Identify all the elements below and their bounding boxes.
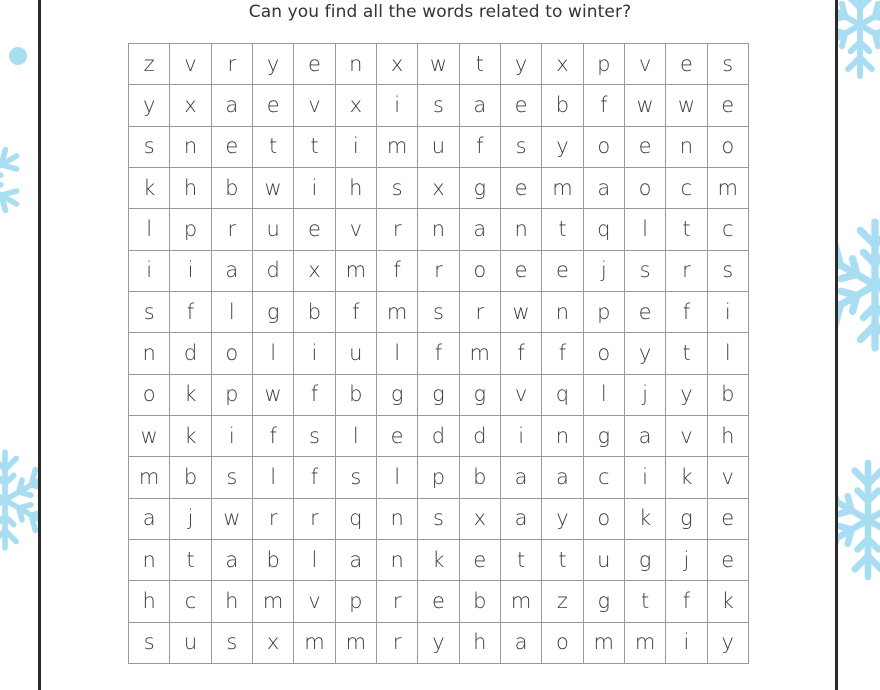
grid-cell[interactable]: e — [294, 209, 335, 250]
grid-cell[interactable]: x — [170, 85, 211, 126]
grid-cell[interactable]: a — [501, 623, 542, 664]
grid-cell[interactable]: o — [542, 623, 583, 664]
grid-cell[interactable]: s — [708, 251, 749, 292]
grid-row — [129, 44, 749, 85]
grid-cell[interactable]: f — [170, 292, 211, 333]
grid-cell[interactable]: n — [170, 127, 211, 168]
grid-cell[interactable]: k — [129, 168, 170, 209]
grid-cell[interactable]: b — [253, 540, 294, 581]
grid-cell[interactable]: f — [294, 375, 335, 416]
grid-cell[interactable]: w — [253, 168, 294, 209]
grid-cell[interactable]: e — [377, 416, 418, 457]
grid-cell[interactable]: w — [418, 44, 459, 85]
grid-cell[interactable]: p — [418, 457, 459, 498]
grid-cell[interactable]: j — [584, 251, 625, 292]
grid-cell[interactable]: a — [542, 457, 583, 498]
grid-cell[interactable]: n — [418, 209, 459, 250]
grid-cell[interactable]: c — [584, 457, 625, 498]
grid-cell[interactable]: g — [625, 540, 666, 581]
grid-cell[interactable]: n — [129, 540, 170, 581]
grid-cell[interactable]: r — [294, 499, 335, 540]
grid-row — [129, 333, 749, 374]
grid-cell[interactable]: c — [666, 168, 707, 209]
grid-cell[interactable]: f — [666, 292, 707, 333]
grid-cell[interactable]: s — [501, 127, 542, 168]
grid-cell[interactable]: b — [460, 581, 501, 622]
grid-cell[interactable]: w — [501, 292, 542, 333]
grid-cell[interactable]: m — [584, 623, 625, 664]
grid-row — [129, 209, 749, 250]
grid-cell[interactable]: v — [625, 44, 666, 85]
grid-cell[interactable]: p — [212, 375, 253, 416]
grid-cell[interactable]: e — [625, 292, 666, 333]
grid-cell[interactable]: c — [708, 209, 749, 250]
grid-cell[interactable]: b — [542, 85, 583, 126]
grid-cell[interactable]: v — [294, 85, 335, 126]
grid-cell[interactable]: s — [212, 457, 253, 498]
grid-cell[interactable]: f — [336, 292, 377, 333]
grid-cell[interactable]: g — [418, 375, 459, 416]
grid-cell[interactable]: t — [460, 44, 501, 85]
grid-cell[interactable]: x — [253, 623, 294, 664]
grid-cell[interactable]: b — [460, 457, 501, 498]
grid-cell[interactable]: s — [294, 416, 335, 457]
grid-cell[interactable]: a — [129, 499, 170, 540]
grid-cell[interactable]: n — [377, 540, 418, 581]
grid-cell[interactable]: s — [129, 127, 170, 168]
grid-row — [129, 85, 749, 126]
grid-cell[interactable]: g — [584, 416, 625, 457]
grid-cell[interactable]: m — [377, 127, 418, 168]
grid-cell[interactable]: a — [460, 209, 501, 250]
grid-cell[interactable]: r — [377, 209, 418, 250]
grid-cell[interactable]: d — [418, 416, 459, 457]
grid-cell[interactable]: x — [336, 85, 377, 126]
grid-cell[interactable]: m — [708, 168, 749, 209]
grid-cell[interactable]: n — [336, 44, 377, 85]
grid-cell[interactable]: a — [212, 251, 253, 292]
grid-cell[interactable]: i — [170, 251, 211, 292]
grid-cell[interactable]: a — [501, 499, 542, 540]
grid-cell[interactable]: d — [253, 251, 294, 292]
grid-cell[interactable]: p — [170, 209, 211, 250]
grid-cell[interactable]: f — [253, 416, 294, 457]
grid-cell[interactable]: o — [212, 333, 253, 374]
grid-row — [129, 127, 749, 168]
grid-cell[interactable]: o — [129, 375, 170, 416]
grid-cell[interactable]: e — [460, 540, 501, 581]
grid-cell[interactable]: w — [253, 375, 294, 416]
grid-cell[interactable]: w — [625, 85, 666, 126]
grid-cell[interactable]: s — [418, 85, 459, 126]
grid-cell[interactable]: a — [212, 85, 253, 126]
grid-cell[interactable]: f — [294, 457, 335, 498]
grid-cell[interactable]: t — [666, 209, 707, 250]
grid-cell[interactable]: r — [418, 251, 459, 292]
grid-cell[interactable]: a — [501, 457, 542, 498]
grid-cell[interactable]: y — [418, 623, 459, 664]
grid-cell[interactable]: o — [708, 127, 749, 168]
grid-cell[interactable]: s — [418, 292, 459, 333]
grid-cell[interactable]: e — [253, 85, 294, 126]
grid-cell[interactable]: s — [336, 457, 377, 498]
grid-cell[interactable]: g — [460, 375, 501, 416]
grid-cell[interactable]: p — [336, 581, 377, 622]
grid-cell[interactable]: n — [666, 127, 707, 168]
grid-cell[interactable]: e — [418, 581, 459, 622]
grid-cell[interactable]: m — [129, 457, 170, 498]
grid-cell[interactable]: h — [708, 416, 749, 457]
grid-row — [129, 292, 749, 333]
grid-cell[interactable]: b — [212, 168, 253, 209]
grid-cell[interactable]: f — [584, 85, 625, 126]
grid-cell[interactable]: g — [460, 168, 501, 209]
grid-cell[interactable]: j — [170, 499, 211, 540]
grid-cell[interactable]: i — [336, 127, 377, 168]
grid-cell[interactable]: k — [170, 375, 211, 416]
grid-cell[interactable]: r — [666, 251, 707, 292]
grid-cell[interactable]: a — [625, 416, 666, 457]
grid-cell[interactable]: z — [542, 581, 583, 622]
grid-cell[interactable]: i — [625, 457, 666, 498]
grid-cell[interactable]: m — [336, 623, 377, 664]
grid-row — [129, 251, 749, 292]
grid-row — [129, 168, 749, 209]
grid-cell[interactable]: x — [418, 168, 459, 209]
grid-cell[interactable]: u — [584, 540, 625, 581]
grid-cell[interactable]: o — [584, 499, 625, 540]
grid-row — [129, 499, 749, 540]
grid-cell[interactable]: f — [666, 581, 707, 622]
grid-cell[interactable]: m — [625, 623, 666, 664]
grid-cell[interactable]: g — [253, 292, 294, 333]
grid-cell[interactable]: l — [584, 375, 625, 416]
grid-cell[interactable]: m — [294, 623, 335, 664]
grid-cell[interactable]: t — [666, 333, 707, 374]
grid-cell[interactable]: g — [666, 499, 707, 540]
grid-cell[interactable]: a — [584, 168, 625, 209]
grid-cell[interactable]: h — [212, 581, 253, 622]
grid-cell[interactable]: w — [212, 499, 253, 540]
grid-cell[interactable]: e — [625, 127, 666, 168]
grid-cell[interactable]: x — [542, 44, 583, 85]
grid-cell[interactable]: u — [170, 623, 211, 664]
grid-cell[interactable]: e — [666, 44, 707, 85]
grid-cell[interactable]: m — [253, 581, 294, 622]
grid-cell[interactable]: r — [377, 623, 418, 664]
grid-cell[interactable]: v — [294, 581, 335, 622]
grid-cell[interactable]: e — [501, 251, 542, 292]
grid-cell[interactable]: h — [129, 581, 170, 622]
grid-cell[interactable]: t — [253, 127, 294, 168]
grid-cell[interactable]: w — [666, 85, 707, 126]
grid-cell[interactable]: t — [542, 540, 583, 581]
grid-cell[interactable]: k — [170, 416, 211, 457]
grid-cell[interactable]: i — [294, 168, 335, 209]
grid-cell[interactable]: s — [708, 44, 749, 85]
grid-cell[interactable]: p — [584, 44, 625, 85]
grid-cell[interactable]: m — [460, 333, 501, 374]
grid-cell[interactable]: h — [460, 623, 501, 664]
grid-row — [129, 540, 749, 581]
grid-cell[interactable]: f — [501, 333, 542, 374]
grid-cell[interactable]: v — [336, 209, 377, 250]
grid-cell[interactable]: r — [212, 209, 253, 250]
grid-cell[interactable]: d — [170, 333, 211, 374]
grid-cell[interactable]: l — [253, 333, 294, 374]
grid-cell[interactable]: w — [129, 416, 170, 457]
grid-cell[interactable]: l — [253, 457, 294, 498]
grid-cell[interactable]: i — [212, 416, 253, 457]
grid-cell[interactable]: b — [336, 375, 377, 416]
grid-cell[interactable]: l — [212, 292, 253, 333]
grid-cell[interactable]: t — [294, 127, 335, 168]
grid-cell[interactable]: i — [501, 416, 542, 457]
grid-cell[interactable]: k — [418, 540, 459, 581]
word-search-grid — [128, 43, 749, 664]
grid-cell[interactable]: k — [625, 499, 666, 540]
grid-row — [129, 581, 749, 622]
grid-cell[interactable]: i — [377, 85, 418, 126]
grid-cell[interactable]: j — [666, 540, 707, 581]
grid-cell[interactable]: m — [377, 292, 418, 333]
grid-cell[interactable]: h — [170, 168, 211, 209]
grid-cell[interactable]: r — [377, 581, 418, 622]
grid-cell[interactable]: e — [501, 168, 542, 209]
grid-cell[interactable]: y — [501, 44, 542, 85]
grid-cell[interactable]: n — [129, 333, 170, 374]
grid-cell[interactable]: e — [708, 540, 749, 581]
grid-cell[interactable]: o — [584, 333, 625, 374]
grid-cell[interactable]: y — [708, 623, 749, 664]
grid-cell[interactable]: x — [294, 251, 335, 292]
grid-cell[interactable]: s — [129, 623, 170, 664]
grid-row — [129, 375, 749, 416]
grid-cell[interactable]: m — [336, 251, 377, 292]
grid-cell[interactable]: g — [377, 375, 418, 416]
grid-cell[interactable]: y — [129, 85, 170, 126]
grid-cell[interactable]: s — [418, 499, 459, 540]
grid-cell[interactable]: x — [460, 499, 501, 540]
grid-cell[interactable]: b — [708, 375, 749, 416]
grid-cell[interactable]: s — [129, 292, 170, 333]
grid-cell[interactable]: y — [625, 333, 666, 374]
grid-cell[interactable]: f — [460, 127, 501, 168]
grid-cell[interactable]: i — [666, 623, 707, 664]
grid-cell[interactable]: o — [584, 127, 625, 168]
grid-cell[interactable]: a — [460, 85, 501, 126]
grid-cell[interactable]: e — [294, 44, 335, 85]
grid-cell[interactable]: s — [625, 251, 666, 292]
grid-cell[interactable]: n — [542, 416, 583, 457]
grid-cell[interactable]: y — [542, 127, 583, 168]
grid-cell[interactable]: t — [625, 581, 666, 622]
grid-cell[interactable]: v — [501, 375, 542, 416]
grid-cell[interactable]: s — [212, 623, 253, 664]
grid-cell[interactable]: l — [377, 457, 418, 498]
grid-cell[interactable]: e — [501, 85, 542, 126]
grid-cell[interactable]: n — [501, 209, 542, 250]
grid-cell[interactable]: e — [708, 499, 749, 540]
grid-cell[interactable]: e — [708, 85, 749, 126]
grid-cell[interactable]: l — [294, 540, 335, 581]
grid-cell[interactable]: y — [542, 499, 583, 540]
grid-cell[interactable]: t — [501, 540, 542, 581]
grid-cell[interactable]: q — [336, 499, 377, 540]
grid-cell[interactable]: k — [666, 457, 707, 498]
grid-row — [129, 623, 749, 664]
grid-cell[interactable]: b — [294, 292, 335, 333]
grid-cell[interactable]: l — [625, 209, 666, 250]
grid-cell[interactable]: a — [212, 540, 253, 581]
grid-cell[interactable]: k — [708, 581, 749, 622]
grid-cell[interactable]: r — [212, 44, 253, 85]
grid-cell[interactable]: f — [542, 333, 583, 374]
grid-cell[interactable]: z — [129, 44, 170, 85]
grid-cell[interactable]: t — [170, 540, 211, 581]
grid-cell[interactable]: f — [377, 251, 418, 292]
grid-cell[interactable]: l — [708, 333, 749, 374]
grid-cell[interactable]: i — [129, 251, 170, 292]
grid-cell[interactable]: r — [253, 499, 294, 540]
grid-cell[interactable]: y — [666, 375, 707, 416]
grid-cell[interactable]: v — [170, 44, 211, 85]
grid-cell[interactable]: f — [418, 333, 459, 374]
grid-cell[interactable]: q — [584, 209, 625, 250]
grid-cell[interactable]: o — [460, 251, 501, 292]
grid-cell[interactable]: u — [336, 333, 377, 374]
grid-cell[interactable]: l — [129, 209, 170, 250]
grid-cell[interactable]: y — [253, 44, 294, 85]
grid-cell[interactable]: u — [253, 209, 294, 250]
grid-row — [129, 457, 749, 498]
grid-cell[interactable]: d — [460, 416, 501, 457]
grid-cell[interactable]: n — [377, 499, 418, 540]
grid-cell[interactable]: h — [336, 168, 377, 209]
grid-cell[interactable]: s — [377, 168, 418, 209]
grid-cell[interactable]: r — [460, 292, 501, 333]
grid-cell[interactable]: m — [542, 168, 583, 209]
grid-cell[interactable]: p — [584, 292, 625, 333]
grid-cell[interactable]: a — [336, 540, 377, 581]
grid-cell[interactable]: g — [584, 581, 625, 622]
grid-cell[interactable]: q — [542, 375, 583, 416]
dot-icon — [9, 47, 27, 65]
grid-cell[interactable]: i — [294, 333, 335, 374]
grid-cell[interactable]: e — [212, 127, 253, 168]
grid-cell[interactable]: b — [170, 457, 211, 498]
grid-cell[interactable]: x — [377, 44, 418, 85]
grid-cell[interactable]: e — [542, 251, 583, 292]
grid-cell[interactable]: n — [542, 292, 583, 333]
grid-cell[interactable]: t — [542, 209, 583, 250]
grid-cell[interactable]: l — [377, 333, 418, 374]
page-title: Can you find all the words related to winter? — [248, 2, 632, 22]
grid-cell[interactable]: m — [501, 581, 542, 622]
grid-cell[interactable]: i — [708, 292, 749, 333]
grid-cell[interactable]: o — [625, 168, 666, 209]
grid-cell[interactable]: v — [666, 416, 707, 457]
grid-cell[interactable]: j — [625, 375, 666, 416]
grid-cell[interactable]: u — [418, 127, 459, 168]
grid-row — [129, 416, 749, 457]
grid-cell[interactable]: v — [708, 457, 749, 498]
grid-cell[interactable]: l — [336, 416, 377, 457]
grid-cell[interactable]: c — [170, 581, 211, 622]
snowflake-icon — [0, 132, 22, 228]
